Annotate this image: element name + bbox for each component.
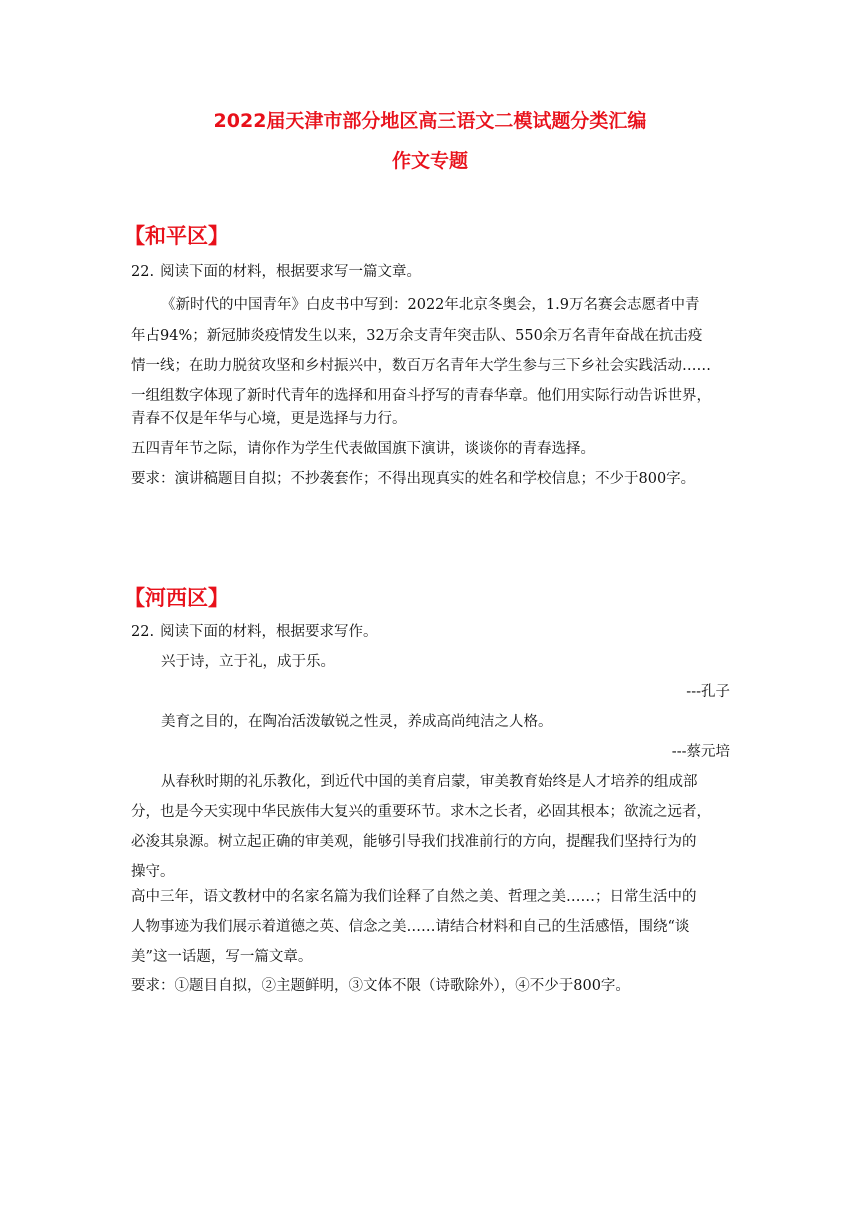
quote-line: 美育之目的，在陶冶活泼敏锐之性灵，养成高尚纯洁之人格。: [161, 714, 553, 730]
document-subtitle: 作文专题: [391, 150, 468, 172]
requirements-line: 要求：演讲稿题目自拟；不抄袭套作；不得出现真实的姓名和学校信息；不少于800字。: [131, 471, 696, 487]
material-line: 一组组数字体现了新时代青年的选择和用奋斗抒写的青春华章。他们用实际行动告诉世界，: [131, 388, 711, 404]
document-title: 2022届天津市部分地区高三语文二模试题分类汇编: [213, 110, 647, 132]
task-line: 人物事迹为我们展示着道德之英、信念之美……请结合材料和自己的生活感悟，围绕“谈: [131, 919, 690, 935]
task-line: 高中三年，语文教材中的名家名篇为我们诠释了自然之美、哲理之美……；日常生活中的: [131, 889, 697, 905]
material-line: 《新时代的中国青年》白皮书中写到：2022年北京冬奥会，1.9万名赛会志愿者中青: [161, 297, 700, 313]
question-prompt: 阅读下面的材料，根据要求写一篇文章。: [160, 264, 422, 280]
question-number: 22.: [131, 264, 155, 280]
question-line: [131, 262, 421, 282]
material-line: 情一线；在助力脱贫攻坚和乡村振兴中，数百万名青年大学生参与三下乡社会实践活动……: [131, 358, 711, 374]
task-line: 五四青年节之际，请你作为学生代表做国旗下演讲，谈谈你的青春选择。: [131, 441, 595, 457]
question-line: [131, 622, 378, 642]
material-line: 从春秋时期的礼乐教化，到近代中国的美育启蒙，审美教育始终是人才培养的组成部: [161, 774, 698, 790]
task-line: 美”这一话题，写一篇文章。: [131, 949, 313, 965]
material-line: 操守。: [131, 864, 175, 880]
quote-author: ---孔子: [686, 684, 730, 700]
district-heading-heping: 【和平区】: [124, 224, 229, 248]
question-number: 22.: [131, 624, 155, 640]
question-prompt: 阅读下面的材料，根据要求写作。: [160, 624, 378, 640]
requirements-line: 要求：①题目自拟，②主题鲜明，③文体不限（诗歌除外），④不少于800字。: [131, 978, 630, 994]
material-line: 必浚其泉源。树立起正确的审美观，能够引导我们找准前行的方向，提醒我们坚持行为的: [131, 834, 697, 850]
material-line: 青春不仅是年华与心境，更是选择与力行。: [131, 411, 407, 427]
quote-line: 兴于诗，立于礼，成于乐。: [161, 654, 335, 670]
district-heading-hexi: 【河西区】: [124, 586, 229, 610]
material-line: 分，也是今天实现中华民族伟大复兴的重要环节。求木之长者，必固其根本；欲流之远者，: [131, 804, 711, 820]
material-line: 年占94%；新冠肺炎疫情发生以来，32万余支青年突击队、550余万名青年奋战在抗击疫: [131, 328, 703, 344]
quote-author: ---蔡元培: [671, 744, 730, 760]
